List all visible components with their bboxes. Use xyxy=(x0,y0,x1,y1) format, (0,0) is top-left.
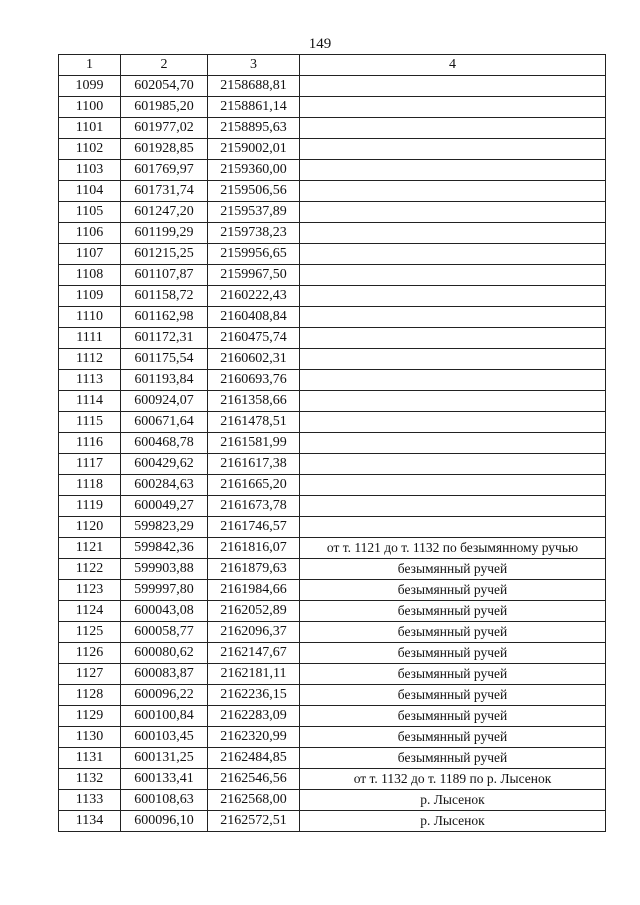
cell-point-number: 1099 xyxy=(59,76,121,97)
cell-description xyxy=(300,454,606,475)
cell-point-number: 1127 xyxy=(59,664,121,685)
table-row xyxy=(59,559,606,580)
cell-point-number: 1130 xyxy=(59,727,121,748)
cell-x-coordinate: 601199,29 xyxy=(121,223,208,244)
cell-x-coordinate: 601928,85 xyxy=(121,139,208,160)
column-header-description: 4 xyxy=(300,55,606,76)
table-row xyxy=(59,391,606,412)
table-row xyxy=(59,517,606,538)
cell-y-coordinate: 2160602,31 xyxy=(208,349,300,370)
cell-point-number: 1110 xyxy=(59,307,121,328)
table-row xyxy=(59,496,606,517)
cell-description: безымянный ручей xyxy=(300,601,606,622)
cell-x-coordinate: 600080,62 xyxy=(121,643,208,664)
cell-point-number: 1109 xyxy=(59,286,121,307)
cell-y-coordinate: 2162236,15 xyxy=(208,685,300,706)
cell-x-coordinate: 601977,02 xyxy=(121,118,208,139)
table-row xyxy=(59,790,606,811)
cell-point-number: 1129 xyxy=(59,706,121,727)
cell-point-number: 1107 xyxy=(59,244,121,265)
cell-x-coordinate: 600096,10 xyxy=(121,811,208,832)
cell-description xyxy=(300,223,606,244)
cell-x-coordinate: 601162,98 xyxy=(121,307,208,328)
cell-y-coordinate: 2162096,37 xyxy=(208,622,300,643)
cell-y-coordinate: 2159967,50 xyxy=(208,265,300,286)
table-row xyxy=(59,265,606,286)
cell-description xyxy=(300,370,606,391)
cell-y-coordinate: 2162572,51 xyxy=(208,811,300,832)
table-row xyxy=(59,622,606,643)
cell-x-coordinate: 600468,78 xyxy=(121,433,208,454)
cell-point-number: 1105 xyxy=(59,202,121,223)
cell-y-coordinate: 2162181,11 xyxy=(208,664,300,685)
cell-y-coordinate: 2158861,14 xyxy=(208,97,300,118)
cell-y-coordinate: 2158895,63 xyxy=(208,118,300,139)
cell-description: р. Лысенок xyxy=(300,790,606,811)
table-row xyxy=(59,643,606,664)
column-header-x: 2 xyxy=(121,55,208,76)
cell-point-number: 1102 xyxy=(59,139,121,160)
cell-y-coordinate: 2161816,07 xyxy=(208,538,300,559)
cell-point-number: 1131 xyxy=(59,748,121,769)
table-row xyxy=(59,370,606,391)
cell-x-coordinate: 600133,41 xyxy=(121,769,208,790)
table-row xyxy=(59,307,606,328)
cell-description xyxy=(300,139,606,160)
cell-description xyxy=(300,181,606,202)
table-row xyxy=(59,475,606,496)
cell-point-number: 1108 xyxy=(59,265,121,286)
cell-y-coordinate: 2161879,63 xyxy=(208,559,300,580)
cell-point-number: 1115 xyxy=(59,412,121,433)
cell-y-coordinate: 2159537,89 xyxy=(208,202,300,223)
cell-y-coordinate: 2162052,89 xyxy=(208,601,300,622)
cell-description: от т. 1121 до т. 1132 по безымянному ручью xyxy=(300,538,606,559)
column-header-point: 1 xyxy=(59,55,121,76)
cell-x-coordinate: 600108,63 xyxy=(121,790,208,811)
cell-point-number: 1103 xyxy=(59,160,121,181)
table-row xyxy=(59,664,606,685)
cell-description xyxy=(300,76,606,97)
cell-x-coordinate: 600083,87 xyxy=(121,664,208,685)
cell-x-coordinate: 601193,84 xyxy=(121,370,208,391)
cell-y-coordinate: 2159360,00 xyxy=(208,160,300,181)
table-row xyxy=(59,97,606,118)
cell-x-coordinate: 601247,20 xyxy=(121,202,208,223)
cell-x-coordinate: 600284,63 xyxy=(121,475,208,496)
cell-x-coordinate: 601172,31 xyxy=(121,328,208,349)
cell-x-coordinate: 600058,77 xyxy=(121,622,208,643)
cell-description: р. Лысенок xyxy=(300,811,606,832)
cell-y-coordinate: 2160475,74 xyxy=(208,328,300,349)
cell-y-coordinate: 2159506,56 xyxy=(208,181,300,202)
cell-description xyxy=(300,118,606,139)
cell-point-number: 1119 xyxy=(59,496,121,517)
cell-y-coordinate: 2159738,23 xyxy=(208,223,300,244)
table-row xyxy=(59,811,606,832)
cell-x-coordinate: 599842,36 xyxy=(121,538,208,559)
cell-point-number: 1118 xyxy=(59,475,121,496)
cell-y-coordinate: 2160693,76 xyxy=(208,370,300,391)
cell-description: безымянный ручей xyxy=(300,580,606,601)
cell-y-coordinate: 2158688,81 xyxy=(208,76,300,97)
cell-point-number: 1122 xyxy=(59,559,121,580)
cell-point-number: 1134 xyxy=(59,811,121,832)
cell-y-coordinate: 2162568,00 xyxy=(208,790,300,811)
cell-x-coordinate: 599903,88 xyxy=(121,559,208,580)
cell-x-coordinate: 600100,84 xyxy=(121,706,208,727)
cell-y-coordinate: 2161673,78 xyxy=(208,496,300,517)
cell-y-coordinate: 2162320,99 xyxy=(208,727,300,748)
table-row xyxy=(59,685,606,706)
table-row xyxy=(59,727,606,748)
cell-point-number: 1120 xyxy=(59,517,121,538)
cell-description: безымянный ручей xyxy=(300,622,606,643)
cell-x-coordinate: 600671,64 xyxy=(121,412,208,433)
table-row xyxy=(59,160,606,181)
cell-description xyxy=(300,97,606,118)
table-row xyxy=(59,349,606,370)
cell-description xyxy=(300,433,606,454)
cell-x-coordinate: 601731,74 xyxy=(121,181,208,202)
cell-x-coordinate: 602054,70 xyxy=(121,76,208,97)
table-body xyxy=(59,76,606,832)
cell-description xyxy=(300,412,606,433)
cell-point-number: 1116 xyxy=(59,433,121,454)
table-row xyxy=(59,748,606,769)
table-row xyxy=(59,454,606,475)
cell-description xyxy=(300,286,606,307)
cell-y-coordinate: 2161358,66 xyxy=(208,391,300,412)
cell-x-coordinate: 600049,27 xyxy=(121,496,208,517)
table-row xyxy=(59,433,606,454)
cell-description: безымянный ручей xyxy=(300,685,606,706)
cell-x-coordinate: 600924,07 xyxy=(121,391,208,412)
cell-y-coordinate: 2161617,38 xyxy=(208,454,300,475)
cell-x-coordinate: 599997,80 xyxy=(121,580,208,601)
table-row xyxy=(59,286,606,307)
cell-description xyxy=(300,328,606,349)
cell-x-coordinate: 601175,54 xyxy=(121,349,208,370)
table-header-row xyxy=(59,55,606,76)
cell-point-number: 1123 xyxy=(59,580,121,601)
coordinates-table xyxy=(58,54,606,832)
cell-point-number: 1113 xyxy=(59,370,121,391)
cell-y-coordinate: 2161665,20 xyxy=(208,475,300,496)
cell-y-coordinate: 2159956,65 xyxy=(208,244,300,265)
cell-x-coordinate: 600096,22 xyxy=(121,685,208,706)
cell-point-number: 1101 xyxy=(59,118,121,139)
cell-y-coordinate: 2160222,43 xyxy=(208,286,300,307)
cell-x-coordinate: 600043,08 xyxy=(121,601,208,622)
cell-point-number: 1117 xyxy=(59,454,121,475)
cell-description xyxy=(300,496,606,517)
cell-point-number: 1111 xyxy=(59,328,121,349)
cell-y-coordinate: 2160408,84 xyxy=(208,307,300,328)
cell-x-coordinate: 601769,97 xyxy=(121,160,208,181)
table-row xyxy=(59,139,606,160)
cell-description: безымянный ручей xyxy=(300,748,606,769)
cell-point-number: 1121 xyxy=(59,538,121,559)
cell-description xyxy=(300,475,606,496)
cell-point-number: 1133 xyxy=(59,790,121,811)
cell-y-coordinate: 2161984,66 xyxy=(208,580,300,601)
table-row xyxy=(59,412,606,433)
table-row xyxy=(59,244,606,265)
cell-y-coordinate: 2161478,51 xyxy=(208,412,300,433)
cell-description xyxy=(300,391,606,412)
cell-point-number: 1128 xyxy=(59,685,121,706)
cell-x-coordinate: 601985,20 xyxy=(121,97,208,118)
cell-description xyxy=(300,160,606,181)
table-row xyxy=(59,706,606,727)
cell-point-number: 1104 xyxy=(59,181,121,202)
table-row xyxy=(59,202,606,223)
cell-description xyxy=(300,244,606,265)
table-row xyxy=(59,580,606,601)
table-row xyxy=(59,223,606,244)
cell-y-coordinate: 2159002,01 xyxy=(208,139,300,160)
cell-point-number: 1112 xyxy=(59,349,121,370)
cell-description: безымянный ручей xyxy=(300,643,606,664)
cell-point-number: 1124 xyxy=(59,601,121,622)
table-row xyxy=(59,76,606,97)
cell-y-coordinate: 2161746,57 xyxy=(208,517,300,538)
cell-description xyxy=(300,307,606,328)
cell-point-number: 1100 xyxy=(59,97,121,118)
cell-y-coordinate: 2162147,67 xyxy=(208,643,300,664)
cell-point-number: 1114 xyxy=(59,391,121,412)
cell-x-coordinate: 601107,87 xyxy=(121,265,208,286)
cell-x-coordinate: 599823,29 xyxy=(121,517,208,538)
table-row xyxy=(59,118,606,139)
cell-description xyxy=(300,517,606,538)
cell-y-coordinate: 2162283,09 xyxy=(208,706,300,727)
cell-x-coordinate: 601158,72 xyxy=(121,286,208,307)
cell-x-coordinate: 601215,25 xyxy=(121,244,208,265)
column-header-y: 3 xyxy=(208,55,300,76)
cell-x-coordinate: 600103,45 xyxy=(121,727,208,748)
cell-x-coordinate: 600429,62 xyxy=(121,454,208,475)
cell-y-coordinate: 2162484,85 xyxy=(208,748,300,769)
cell-y-coordinate: 2161581,99 xyxy=(208,433,300,454)
cell-y-coordinate: 2162546,56 xyxy=(208,769,300,790)
table-row xyxy=(59,601,606,622)
page-number: 149 xyxy=(308,36,332,52)
cell-description: безымянный ручей xyxy=(300,727,606,748)
cell-description: безымянный ручей xyxy=(300,559,606,580)
cell-x-coordinate: 600131,25 xyxy=(121,748,208,769)
cell-point-number: 1132 xyxy=(59,769,121,790)
table-row xyxy=(59,769,606,790)
cell-point-number: 1126 xyxy=(59,643,121,664)
cell-description xyxy=(300,202,606,223)
table-row xyxy=(59,538,606,559)
cell-description: безымянный ручей xyxy=(300,706,606,727)
cell-point-number: 1106 xyxy=(59,223,121,244)
cell-description xyxy=(300,265,606,286)
cell-description xyxy=(300,349,606,370)
table-row xyxy=(59,181,606,202)
cell-description: от т. 1132 до т. 1189 по р. Лысенок xyxy=(300,769,606,790)
cell-description: безымянный ручей xyxy=(300,664,606,685)
table-row xyxy=(59,328,606,349)
cell-point-number: 1125 xyxy=(59,622,121,643)
